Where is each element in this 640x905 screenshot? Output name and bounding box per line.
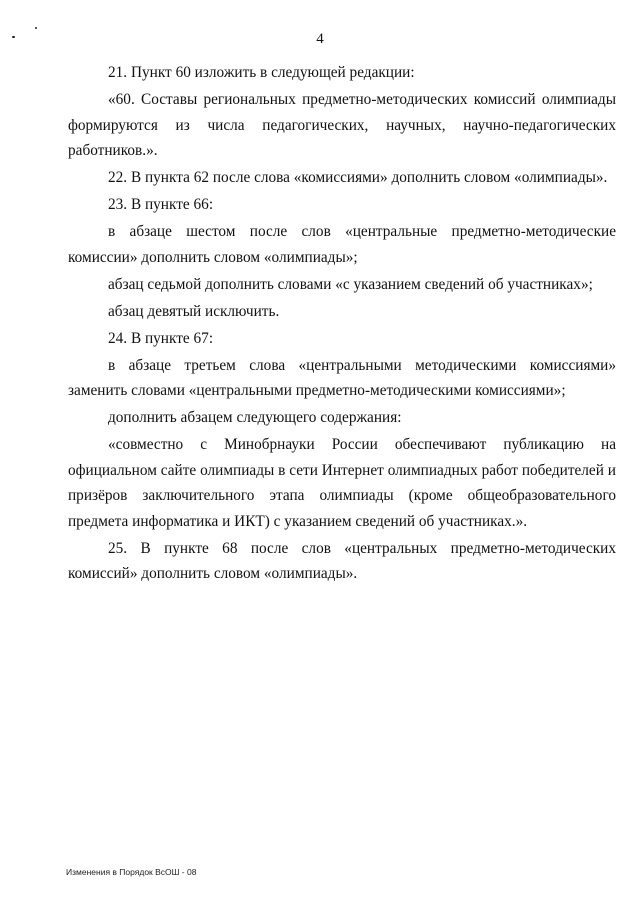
- footer-note: Изменения в Порядок ВсОШ - 08: [66, 867, 197, 877]
- scan-speck: [35, 27, 37, 29]
- paragraph: 25. В пункте 68 после слов «центральных предметно-методических комиссий» дополнить словом «олимпиады».: [68, 539, 616, 582]
- paragraph: 22. В пункта 62 после слова «комиссиями» дополнить словом «олимпиады».: [108, 169, 608, 186]
- paragraph: в абзаце шестом после слов «центральные предметно-методические комиссии» дополнить словом «олимпиады»;: [68, 223, 616, 266]
- page-number: 4: [316, 31, 324, 47]
- paragraph: «совместно с Минобрнауки России обеспечивают публикацию на официальном сайте олимпиады в сети Интернет олимпиадных работ победителей и призёров заключительного этапа олимпиады (кроме общеобразовательного предмета информатика и ИКТ) с указанием сведений об участниках.».: [68, 436, 616, 530]
- document-body: [68, 60, 616, 588]
- paragraph: дополнить абзацем следующего содержания:: [108, 409, 402, 426]
- paragraph: «60. Составы региональных предметно-методических комиссий олимпиады формируются из числа педагогических, научных, научно-педагогических работников.».: [68, 91, 616, 159]
- paragraph: 23. В пункте 66:: [108, 196, 214, 213]
- paragraph: абзац девятый исключить.: [108, 302, 280, 320]
- paragraph: 24. В пункте 67:: [108, 329, 214, 347]
- paragraph: абзац седьмой дополнить словами «с указанием сведений об участниках»;: [108, 275, 593, 293]
- paragraph: в абзаце третьем слова «центральными методическими комиссиями» заменить словами «центральными предметно-методическими комиссиями»;: [68, 356, 616, 399]
- paragraph: 21. Пункт 60 изложить в следующей редакции:: [108, 64, 415, 81]
